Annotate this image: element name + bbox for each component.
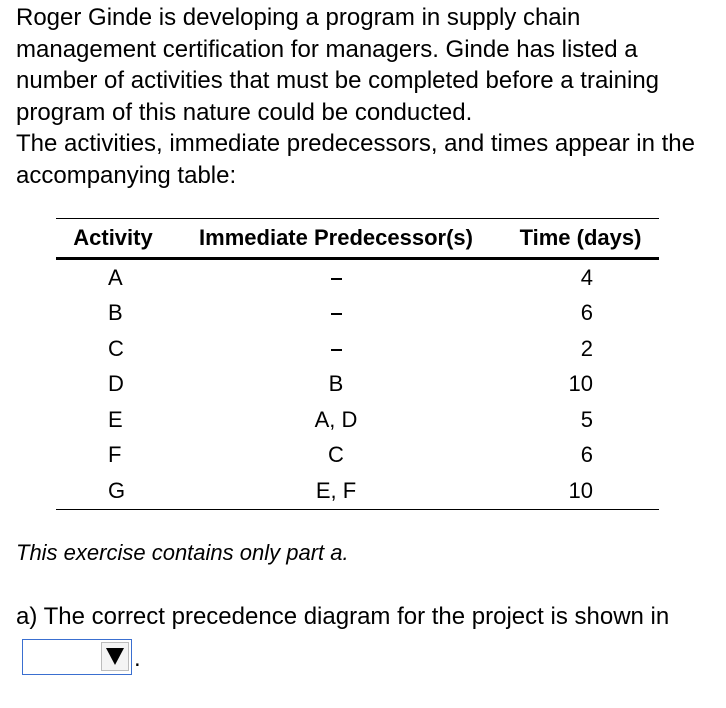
activity-table-wrapper <box>56 218 659 510</box>
table-row <box>56 331 659 367</box>
cell-activity: A <box>108 264 123 290</box>
cell-predecessors-none <box>170 296 502 332</box>
header-activity: Activity <box>73 225 153 250</box>
cell-predecessors-none <box>170 259 502 296</box>
cell-activity: C <box>108 335 124 361</box>
dash-icon <box>331 313 342 315</box>
cell-predecessors: A, D <box>314 406 358 432</box>
cell-activity: D <box>108 371 124 397</box>
cell-time: 6 <box>580 442 593 468</box>
caret-down-icon <box>105 647 125 666</box>
header-predecessors: Immediate Predecessor(s) <box>199 225 473 250</box>
cell-time: 10 <box>568 371 593 397</box>
cell-activity: F <box>108 442 122 468</box>
intro-paragraph-1: Roger Ginde is developing a program in supply chain management certification for managers. Ginde has listed a number of activities that must be completed before a training program of this nature could be conducted. <box>16 4 660 126</box>
question-period: . <box>134 645 141 672</box>
question-prompt: a) The correct precedence diagram for the project is shown in <box>16 603 670 630</box>
table-row <box>56 402 659 438</box>
table-row <box>56 438 659 474</box>
problem-intro <box>16 2 716 192</box>
table-row <box>56 296 659 332</box>
cell-time: 4 <box>580 264 593 290</box>
part-note: This exercise contains only part a. <box>16 540 349 565</box>
dropdown-toggle[interactable] <box>101 642 129 671</box>
activity-table <box>56 218 659 510</box>
cell-time: 2 <box>580 335 593 361</box>
table-header-row <box>56 219 659 259</box>
cell-predecessors-none <box>170 331 502 367</box>
intro-paragraph-2: The activities, immediate predecessors, and times appear in the accompanying table: <box>16 130 695 189</box>
table-row <box>56 367 659 403</box>
cell-time: 10 <box>568 477 593 503</box>
cell-predecessors: B <box>328 371 344 397</box>
cell-predecessors: C <box>328 442 344 468</box>
header-time: Time (days) <box>519 225 642 250</box>
cell-time: 5 <box>580 406 593 432</box>
cell-time: 6 <box>580 300 593 326</box>
cell-predecessors: E, F <box>315 477 357 503</box>
question-text <box>16 596 716 680</box>
dash-icon <box>331 349 342 351</box>
cell-activity: G <box>108 477 126 503</box>
table-row <box>56 473 659 509</box>
answer-dropdown[interactable] <box>22 639 132 675</box>
dash-icon <box>331 278 342 280</box>
cell-activity: B <box>108 300 123 326</box>
cell-activity: E <box>108 406 123 432</box>
table-row <box>56 259 659 296</box>
